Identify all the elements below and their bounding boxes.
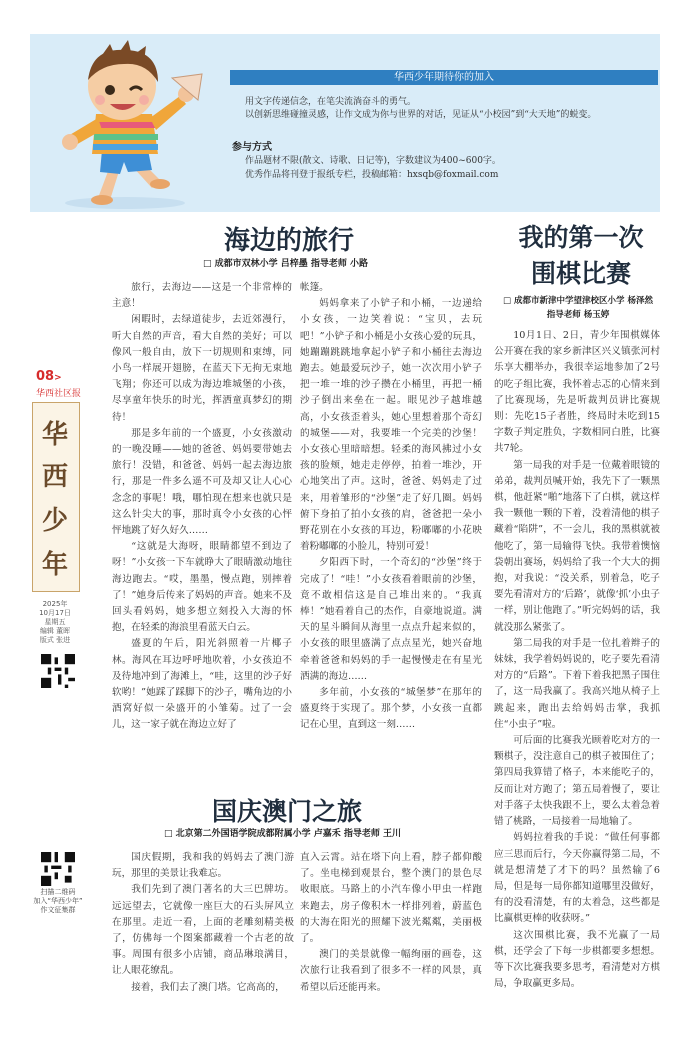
article-column [112, 280, 292, 740]
page-number: 08> [36, 369, 62, 384]
paragraph: 10月1日、2日，青少年围棋媒体公开赛在我的家乡新津区兴义镇张河村乐享大棚举办，我很幸运地参加了2号的吃子组比赛，我怀着忐忑的心情来到了比赛现场，先是听裁判员讲比赛规则：先吃15子者胜，终局时未吃到15字数子判定胜负，字数相同白胜，比赛共7轮。 [494, 330, 660, 455]
paragraph: 妈妈拉着我的手说：“做任何事都应三思而后行，今天你赢得第二局，不就是想清楚了才下的吗？虽然输了6局，但是每一局你都知道哪里没做好，有的没看清楚，有的太着急，这些都是比赢棋更棒的收获呀。” [494, 832, 660, 925]
article-byline [492, 294, 664, 322]
paragraph: 我们先到了澳门著名的大三巴牌坊。远远望去，它就像一座巨大的石头屏风立在那里。走近一看，上面的老雕刻精美极了，仿佛每一个图案都藏着一个古老的故事。周围有很多小店铺，商品琳琅满目，让人眼花缭乱。 [112, 884, 294, 977]
article-title: 海边的旅行 [224, 226, 355, 256]
masthead-char: 年 [41, 550, 68, 580]
issue-info-line: 10月17日 [39, 609, 71, 617]
paragraph: 旅行，去海边——这是一个非常棒的主意！ [112, 282, 292, 310]
issue-info-line: 版式 张进 [39, 636, 71, 644]
paragraph: 夕阳西下时，一个奇幻的“沙堡”终于完成了！“哇！”小女孩看着眼前的沙堡，竟不敢相信这是自己堆出来的。“我真棒！”她看着自己的杰作，自豪地说道。满天的星斗瞬间从海里一点点升起来似的，小女孩的眼里盛满了点点星光，她兴奋地牵着爸爸和妈妈的手一起慢慢走在有星光洒满的海边…… [300, 557, 482, 682]
paragraph: 第一局我的对手是一位戴着眼镜的弟弟，裁判员喊开始，我先下了一颗黑棋，他赶紧“啪”地落下了白棋，就这样我一颗他一颗的下着，没着清他的棋子藏着“陷阱”，不一会儿，我的黑棋就被他吃了，第一局输得飞快。我带着懊恼袋朝出赛场，妈妈给了我一个大大的拥抱，对我说：“没关系，别着急，吃子要先看清对方的‘后路’，就像‘抓’小虫子一样，别让他跑了。”听完妈妈的话，我就没那么紧张了。 [494, 459, 660, 633]
call-for-submissions-banner: 华西少年期待你的加入 [230, 70, 658, 85]
cartoon-kid-illustration [40, 38, 210, 210]
article-column [300, 850, 482, 1020]
qr-caption [30, 888, 86, 915]
participation-line: 作品题材不限(散文、诗歌、日记等)，字数建议为400~600字。 [245, 156, 501, 166]
issue-info [30, 600, 80, 645]
paragraph: 这次围棋比赛，我不光赢了一局棋，还学会了下每一步棋都要多想想。等下次比赛我要多思考，看清楚对方棋局，争取赢更多局。 [494, 929, 660, 990]
participation-text [245, 154, 655, 182]
paragraph: 帐篷。 [300, 282, 329, 293]
article-byline: □ 北京第二外国语学院成都附属小学 卢嘉禾 指导老师 王川 [164, 829, 402, 839]
qr-caption-line: 作文征集群 [40, 906, 76, 914]
paragraph: 闲暇时，去绿道徒步，去近郊漫行，听大自然的声音，看大自然的美好；可以像风一般自由，放下一切规则和束缚，同小鸟一样展开翅膀，在蓝天下无拘无束地飞翔；你还可以成为海边堆城堡的小孩，尽享童年快乐的时光，挥洒童真梦幻的期待！ [112, 314, 292, 423]
paragraph: 可后面的比赛我光顾着吃对方的一颗棋子，没注意自己的棋子被围住了；第四局我算错了格子，本来能吃子的，反而让对方跑了；第五局着慢了，要让对手落子太快我跟不上，要么太着急着错了桃路，一局接着一局地输了。 [494, 735, 660, 828]
masthead-char: 西 [41, 462, 68, 492]
issue-info-line: 2025年 [42, 600, 68, 608]
paragraph: 直入云霄。站在塔下向上看，脖子都仰酸了。坐电梯到观景台，整个澳门的景色尽收眼底。马路上的小汽车像小甲虫一样跑来跑去，房子像积木一样排列着，蔚蓝色的大海在阳光的照耀下波光粼粼，美丽极了。 [300, 852, 482, 945]
masthead-char: 少 [41, 506, 68, 536]
qr-caption-line: 扫描二维码 [40, 888, 76, 896]
issue-info-line: 星期五 [44, 618, 66, 626]
section-name: 华西社区报 [36, 389, 82, 399]
article-byline: □ 成都市双林小学 吕梓墨 指导老师 小路 [203, 259, 369, 269]
article-title-line: 围棋比赛 [530, 259, 631, 288]
qr-code-icon[interactable] [41, 852, 75, 886]
paragraph: 国庆假期，我和我的妈妈去了澳门游玩，那里的美景让我难忘。 [112, 852, 294, 880]
paragraph: “这就是大海呀，眼睛都望不到边了呀！”小女孩一下车就睁大了眼睛激动地往海边跑去。“哎，墨墨，慢点跑，别摔着了！”她身后传来了妈妈的声音。她来不及回头看妈妈，她多想立刻投入大海的怀抱，在轻柔的海浪里看蓝天白云。 [112, 541, 292, 634]
intro-line: 用文字传递信念，在笔尖流淌奋斗的勇气。 [245, 97, 417, 107]
participation-line: 优秀作品将刊登于报纸专栏，投稿邮箱：hxsqb@foxmail.com [245, 170, 499, 180]
article-title: 国庆澳门之旅 [212, 797, 363, 826]
article-title-line: 我的第一次 [518, 223, 644, 252]
intro-text [245, 96, 655, 122]
article-column [494, 328, 660, 1016]
paragraph: 妈妈拿来了小铲子和小桶，一边递给小女孩，一边笑着说：“宝贝，去玩吧！”小铲子和小桶是小女孩心爱的玩具，她蹦蹦跳跳地拿起小铲子和小桶往去海边跑去。她最爱玩沙子，她一次次用小铲子把一堆一堆的沙子攒在小桶里，再把一桶沙子倒出来垒在一起。眼见沙子越堆越高，小女孩歪着头，她心里想着那个奇幻的城堡——对，我要堆一个完美的沙堡！小女孩心里暗暗想。轻柔的海风拂过小女孩的脸颊，她走走停停，拍着一堆沙，开心地笑出了声。这时，爸爸、妈妈走了过来，用着雏形的“沙堡”走了好几圈。妈妈俯下身拍了拍小女孩的肩，爸爸把一朵小野花别在小女孩的耳边，粉嘟嘟的小花映着粉嘟嘟的小脸儿，特别可爱！ [300, 298, 482, 553]
masthead-char: 华 [41, 420, 68, 450]
issue-info-line: 编辑 董晖 [39, 627, 71, 635]
article-byline-line: 指导老师 杨玉婷 [546, 310, 610, 320]
paragraph: 盛夏的午后，阳光斜照着一片椰子林。海风在耳边呼呼地吹着，小女孩迫不及待地冲到了海滩上，“哇，这里的沙子好软哟！”她踩了踩脚下的沙子，嘴角边的小酒窝好似一朵盛开的小雏菊。过了一会儿，这一家子就在海边立好了 [112, 638, 292, 731]
participation-title: 参与方式 [232, 142, 272, 153]
paragraph: 澳门的美景就像一幅绚丽的画卷，这次旅行让我看到了很多不一样的风景，真希望以后还能再来。 [300, 949, 482, 993]
article-column [112, 850, 294, 1020]
qr-code-icon[interactable] [41, 654, 75, 688]
article-byline-line: □ 成都市新津中学望津校区小学 杨泽然 [503, 296, 653, 306]
intro-line: 以创新思维碰撞灵感，让作文成为你与世界的对话，见证从“小校园”到“大天地”的蜕变。 [245, 110, 597, 120]
article-column [300, 280, 482, 740]
qr-caption-line: 加入“华西少年” [33, 897, 83, 905]
paragraph: 那是多年前的一个盛夏，小女孩激动的一晚没睡——她的爸爸、妈妈要带她去旅行！没错，和爸爸、妈妈一起去海边旅行，那是一件多么遥不可及却又让人心心念念的事呢！哦，哪怕现在想来也就只是这么针尖大的事，那时真令小女孩的心怦怦地跳了好久好久…… [112, 427, 292, 537]
paragraph: 多年前，小女孩的“城堡梦”在那年的盛夏终于实现了。那个梦，小女孩一直都记在心里，直到这一刻…… [300, 687, 482, 731]
paragraph: 第二局我的对手是一位扎着辫子的妹妹，我学着妈妈说的，吃子要先看清对方的“后路”。下着下着我把黑子围住了，这一局我赢了。我高兴地从椅子上跳起来，跑出去给妈妈击掌，我抓住“小虫子”啦。 [494, 637, 660, 730]
paragraph: 接着，我们去了澳门塔。它高高的， [131, 981, 285, 993]
article-title [498, 220, 664, 292]
